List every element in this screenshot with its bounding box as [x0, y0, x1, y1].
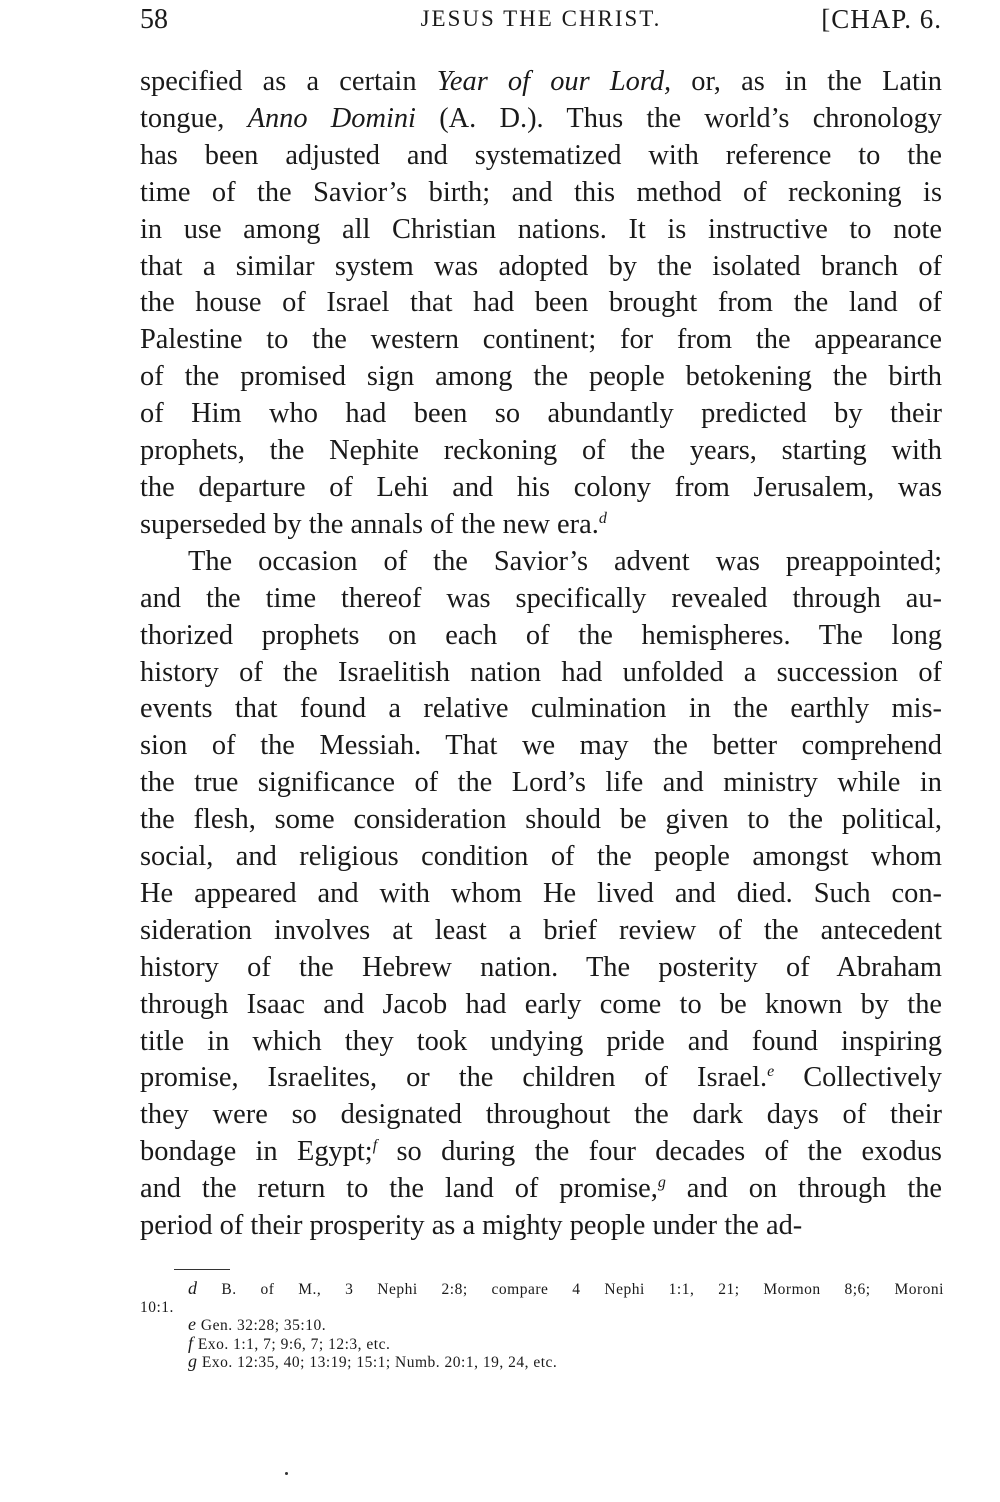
text-line	[140, 691, 942, 728]
footnote-text: Exo. 12:35, 40; 13:19; 15:1; Numb. 20:1, 19, 24, etc.	[201, 1354, 558, 1371]
text-run: sideration involves at least a brief review of the antecedent	[140, 914, 942, 946]
text-run: through Isaac and Jacob had early come to be known by the	[140, 988, 942, 1020]
text-line	[140, 285, 942, 322]
paragraph-2	[140, 544, 942, 1245]
text-run: that a similar system was adopted by the isolated branch of	[140, 250, 942, 282]
chapter-label: [CHAP. 6.	[821, 4, 942, 34]
running-title: JESUS THE CHRIST.	[420, 6, 662, 31]
footnote-ref: f	[372, 1137, 378, 1155]
text-run: The occasion of the Savior’s advent was preappointed;	[188, 545, 942, 577]
text-line	[140, 396, 942, 433]
text-line	[140, 913, 942, 950]
text-line	[140, 433, 942, 470]
footnote-g	[140, 1353, 944, 1372]
text-line	[140, 655, 942, 692]
text-run: events that found a relative culmination in the earthly mis-	[140, 693, 942, 725]
text-line	[140, 1134, 942, 1171]
text-run: specified as a certain	[140, 66, 437, 97]
running-header	[140, 2, 942, 42]
footnote-rule	[174, 1269, 230, 1270]
text-run: period of their prosperity as a mighty people under the ad-	[140, 1210, 803, 1242]
text-run: the house of Israel that had been brought from the land of	[140, 287, 942, 319]
text-line	[140, 1024, 942, 1061]
text-run: Palestine to the western continent; for from the appearance	[140, 324, 942, 356]
text-run: and on through the	[665, 1173, 942, 1205]
text-run: has been adjusted and systematized with reference to the	[140, 139, 942, 171]
footnote-text: B. of M., 3 Nephi 2:8; compare 4 Nephi 1:1, 21; Mormon 8;6; Moroni	[221, 1281, 944, 1298]
text-run: or, as in the Latin	[671, 66, 942, 97]
text-line	[140, 581, 942, 618]
text-line	[140, 839, 942, 876]
footnote-d-continuation: 10:1.	[140, 1298, 174, 1316]
text-line	[140, 765, 942, 802]
footnote-e	[140, 1316, 944, 1335]
italic-run: Year of our Lord,	[436, 66, 672, 97]
text-line	[140, 138, 942, 175]
text-run: Collectively	[774, 1062, 942, 1094]
footnote-marker: d	[188, 1278, 198, 1298]
text-run: the flesh, some consideration should be given to the political,	[140, 804, 942, 836]
text-run: social, and religious condition of the people amongst whom	[140, 841, 942, 873]
text-run: they were so designated throughout the dark days of their	[140, 1099, 942, 1131]
text-line	[140, 470, 942, 507]
text-run: so during the four decades of the exodus	[377, 1136, 942, 1168]
text-run: and the return to the land of promise,	[140, 1173, 658, 1205]
text-line	[140, 544, 942, 581]
text-line	[140, 249, 942, 286]
footnote-marker: e	[188, 1314, 197, 1334]
body-text	[140, 64, 942, 1245]
text-line	[140, 987, 942, 1024]
text-run: He appeared and with whom He lived and died. Such con-	[140, 877, 942, 909]
text-line	[140, 802, 942, 839]
text-run: and the time thereof was specifically revealed through au-	[140, 582, 942, 614]
text-run: history of the Israelitish nation had unfolded a succession of	[140, 656, 942, 688]
text-run: title in which they took undying pride and found inspiring	[140, 1025, 942, 1057]
text-line	[140, 1171, 942, 1208]
paragraph-1	[140, 64, 942, 544]
text-line	[140, 1097, 942, 1134]
text-run: thorized prophets on each of the hemispheres. The long	[140, 619, 942, 651]
text-line	[140, 876, 942, 913]
footnote-f	[140, 1332, 944, 1354]
text-run: tongue,	[140, 102, 248, 134]
text-run: promise, Israelites, or the children of Israel.	[140, 1062, 768, 1094]
page-number: 58	[140, 4, 168, 35]
footnote-ref: g	[657, 1174, 666, 1192]
text-run: (A. D.). Thus the world’s chronology	[415, 102, 943, 134]
footnote-ref: e	[767, 1063, 775, 1081]
text-line	[140, 359, 942, 396]
footnote-d	[140, 1280, 944, 1299]
text-line	[140, 1060, 942, 1097]
text-line	[140, 728, 942, 765]
text-run: of the promised sign among the people betokening the birth	[140, 361, 942, 393]
text-run: the true significance of the Lord’s life and ministry while in	[140, 767, 942, 799]
text-run: the departure of Lehi and his colony from Jerusalem, was	[140, 471, 942, 503]
text-line	[140, 101, 942, 138]
footnote-text: Exo. 1:1, 7; 9:6, 7; 12:3, etc.	[197, 1335, 391, 1353]
text-run: bondage in Egypt;	[140, 1136, 373, 1168]
footnotes	[140, 1280, 944, 1372]
footnote-ref: d	[598, 509, 607, 527]
footnote-text: Gen. 32:28; 35:10.	[200, 1317, 327, 1334]
print-speck	[285, 1472, 288, 1475]
text-line	[140, 175, 942, 212]
text-run: prophets, the Nephite reckoning of the years, starting with	[140, 435, 942, 467]
text-line	[140, 64, 942, 101]
italic-run: Anno Domini	[247, 102, 416, 134]
text-run: time of the Savior’s birth; and this method of reckoning is	[140, 176, 942, 208]
text-line	[140, 1208, 942, 1245]
text-run: history of the Hebrew nation. The posterity of Abraham	[140, 951, 942, 983]
text-line	[140, 950, 942, 987]
footnote-marker: g	[188, 1351, 198, 1371]
text-line	[140, 618, 942, 655]
text-run: of Him who had been so abundantly predicted by their	[140, 398, 942, 430]
text-run: in use among all Christian nations. It is instructive to note	[140, 213, 942, 245]
text-run: superseded by the annals of the new era.	[140, 508, 599, 540]
text-line	[140, 212, 942, 249]
footnote-marker: f	[188, 1332, 194, 1353]
text-line	[140, 507, 942, 544]
text-line	[140, 322, 942, 359]
text-run: sion of the Messiah. That we may the better comprehend	[140, 730, 942, 762]
